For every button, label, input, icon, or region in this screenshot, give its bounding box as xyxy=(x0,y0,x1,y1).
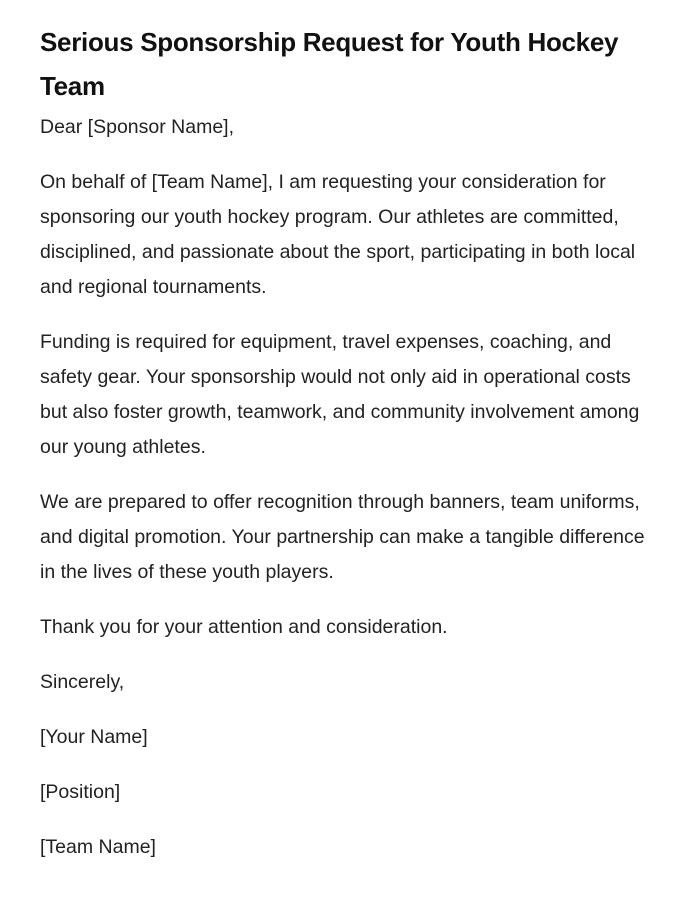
closing: Sincerely, xyxy=(40,671,125,693)
body-paragraph-4: Thank you for your attention and consideration. xyxy=(40,616,448,638)
signature-team: [Team Name] xyxy=(40,836,156,858)
salutation: Dear [Sponsor Name], xyxy=(40,116,235,138)
signature-name: [Your Name] xyxy=(40,726,148,748)
letter-title: Serious Sponsorship Request for Youth Hockey Team xyxy=(40,27,619,101)
body-paragraph-1: On behalf of [Team Name], I am requesting your consideration for sponsoring our youth hockey program. Our athletes are committed, disciplined, and passionate about the sport, participating in both local and regional tournaments. xyxy=(40,171,636,298)
body-paragraph-3: We are prepared to offer recognition through banners, team uniforms, and digital promotion. Your partnership can make a tangible difference in the lives of these youth players. xyxy=(40,491,645,583)
signature-position: [Position] xyxy=(40,781,121,803)
body-paragraph-2: Funding is required for equipment, travel expenses, coaching, and safety gear. Your sponsorship would not only aid in operational costs but also foster growth, teamwork, and community involvement among our young athletes. xyxy=(40,331,640,458)
